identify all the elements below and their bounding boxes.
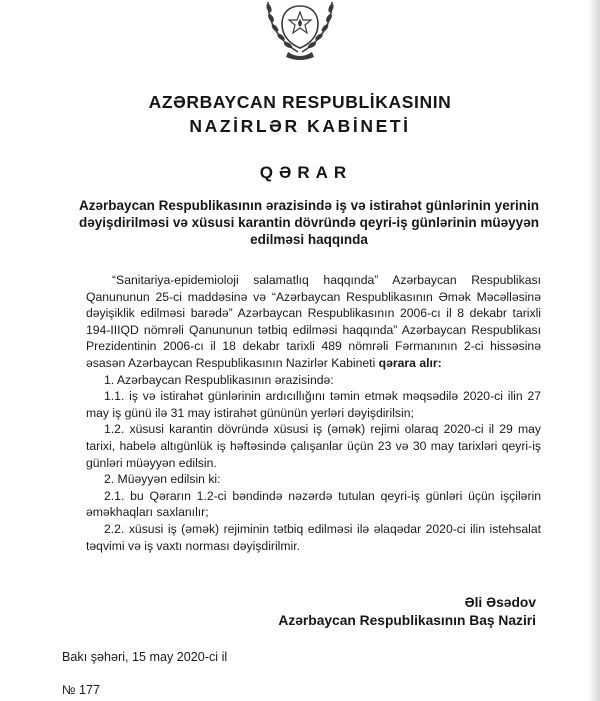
- page-edge-shadow: [588, 0, 600, 701]
- authority-name-line2: NAZİRLƏR KABİNETİ: [189, 116, 411, 136]
- signatory-name: Əli Əsədov: [464, 595, 536, 610]
- state-emblem-icon: [254, 0, 346, 60]
- clause-2: 2. Müəyyən edilsin ki:: [104, 472, 221, 487]
- preamble-paragraph: [86, 272, 541, 372]
- clause-2-2: 2.2. xüsusi iş (əmək) rejiminin tətbiq edilməsi ilə əlaqədar 2020-ci ilin istehsalat təqvimi və iş vaxtı norması dəyişdirilmir.: [86, 521, 541, 553]
- clause-1-2: 1.2. xüsusi karantin dövründə xüsusi iş (əmək) rejimi olaraq 2020-ci il 29 may tarixi, habelə altıgünlük iş həftəsində çalışanlar üçün 23 və 30 may tarixləri qeyri-iş günləri müəyyən edilsin.: [86, 422, 541, 470]
- clause-1: 1. Azərbaycan Respublikasının ərazisində:: [104, 372, 334, 387]
- clause-1-1: 1.1. iş və istirahət günlərinin ardıcıllığını təmin etmək məqsədilə 2020-ci ilin 27 may iş günü ilə 31 may istirahət gününün yerləri dəyişdirilsin;: [86, 389, 541, 420]
- decree-subject: Azərbaycan Respublikasının ərazisində iş və istirahət günlərinin yerinin dəyişdirilməsi və xüsusi karantin dövründə qeyri-iş günlərinin müəyyən edilməsi haqqında: [79, 198, 539, 247]
- decree-title: QƏRAR: [259, 163, 353, 182]
- preamble-text: “Sanitariya-epidemioloji salamatlıq haqqında” Azərbaycan Respublikası Qanununun 25-ci maddəsinə və “Azərbaycan Respublikasının Əmək Məcəlləsinə dəyişiklik edilməsi barədə” Azərbaycan Respublikasının 2006-cı il 8 dekabr tarixli 194-IIIQD nömrəli Qanununun tətbiq edilməsi haqqında” Azərbaycan Respublikası Prezidentinin 2006-cı il 18 dekabr tarixli 489 nömrəli Fərmanının 2-ci hissəsinə əsasən Azərbaycan Respublikasının Nazirlər Kabineti: [86, 273, 541, 370]
- signatory-title: Azərbaycan Respublikasının Baş Naziri: [278, 613, 536, 628]
- preamble-resolution: qərara alır:: [378, 355, 442, 370]
- place-and-date: Bakı şəhəri, 15 may 2020-ci il: [62, 650, 228, 664]
- decree-body: [86, 272, 541, 554]
- clause-2-1: 2.1. bu Qərarın 1.2-ci bəndində nəzərdə tutulan qeyri-iş günləri üçün işçilərin əməkhaqları saxlanılır;: [86, 488, 541, 520]
- document-number: № 177: [62, 683, 101, 697]
- authority-name-line1: AZƏRBAYCAN RESPUBLİKASININ: [148, 92, 452, 112]
